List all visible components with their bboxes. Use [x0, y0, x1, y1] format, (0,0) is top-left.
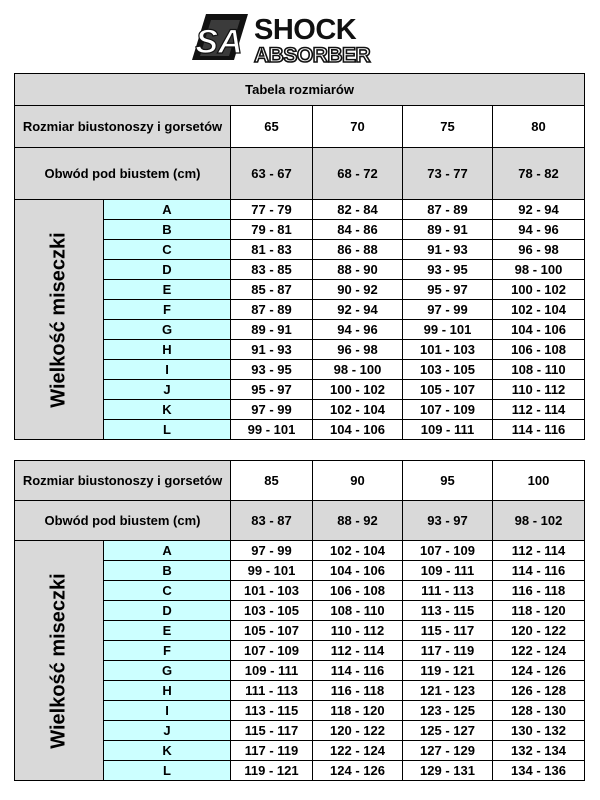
bust-cell: 87 - 89	[403, 200, 493, 220]
bust-cell: 122 - 124	[313, 741, 403, 761]
bust-cell: 94 - 96	[493, 220, 585, 240]
logo-mark-icon	[192, 14, 248, 61]
cup-letter: A	[104, 541, 231, 561]
bust-cell: 107 - 109	[403, 541, 493, 561]
cup-letter: K	[104, 400, 231, 420]
size-row	[15, 106, 585, 148]
bust-cell: 100 - 102	[493, 280, 585, 300]
bust-cell: 87 - 89	[231, 300, 313, 320]
bust-cell: 104 - 106	[313, 420, 403, 440]
bust-cell: 88 - 90	[313, 260, 403, 280]
underbust-cell: 78 - 82	[493, 148, 585, 200]
bust-cell: 106 - 108	[493, 340, 585, 360]
bust-cell: 89 - 91	[231, 320, 313, 340]
bust-cell: 93 - 95	[403, 260, 493, 280]
bust-cell: 115 - 117	[231, 721, 313, 741]
bust-cell: 112 - 114	[313, 641, 403, 661]
underbust-cell: 83 - 87	[231, 501, 313, 541]
bust-cell: 99 - 101	[231, 420, 313, 440]
bust-cell: 113 - 115	[231, 701, 313, 721]
bust-cell: 114 - 116	[493, 420, 585, 440]
size-header-label: Rozmiar biustonoszy i gorsetów	[15, 461, 231, 501]
bust-cell: 120 - 122	[493, 621, 585, 641]
bust-cell: 104 - 106	[313, 561, 403, 581]
bust-cell: 91 - 93	[231, 340, 313, 360]
bust-cell: 101 - 103	[403, 340, 493, 360]
bust-cell: 103 - 105	[231, 601, 313, 621]
cup-letter: I	[104, 701, 231, 721]
bust-cell: 92 - 94	[493, 200, 585, 220]
bust-cell: 109 - 111	[403, 420, 493, 440]
bust-cell: 105 - 107	[403, 380, 493, 400]
cup-size-label: Wielkość miseczki	[15, 200, 104, 440]
bust-cell: 125 - 127	[403, 721, 493, 741]
bust-cell: 83 - 85	[231, 260, 313, 280]
bust-cell: 94 - 96	[313, 320, 403, 340]
bust-cell: 124 - 126	[493, 661, 585, 681]
bust-cell: 99 - 101	[403, 320, 493, 340]
underbust-cell: 88 - 92	[313, 501, 403, 541]
bust-cell: 124 - 126	[313, 761, 403, 781]
bust-cell: 102 - 104	[313, 400, 403, 420]
bust-cell: 100 - 102	[313, 380, 403, 400]
underbust-row	[15, 148, 585, 200]
size-table-2	[14, 460, 585, 781]
bust-cell: 111 - 113	[403, 581, 493, 601]
bust-cell: 115 - 117	[403, 621, 493, 641]
cup-letter: E	[104, 621, 231, 641]
bust-cell: 116 - 118	[493, 581, 585, 601]
bust-cell: 92 - 94	[313, 300, 403, 320]
bust-cell: 89 - 91	[403, 220, 493, 240]
bust-cell: 112 - 114	[493, 541, 585, 561]
bust-cell: 123 - 125	[403, 701, 493, 721]
logo-text-absorber: ABSORBER	[254, 44, 371, 67]
cup-letter: H	[104, 681, 231, 701]
bust-cell: 91 - 93	[403, 240, 493, 260]
bust-cell: 97 - 99	[231, 541, 313, 561]
bust-cell: 98 - 100	[313, 360, 403, 380]
bust-cell: 103 - 105	[403, 360, 493, 380]
underbust-row	[15, 501, 585, 541]
bust-cell: 110 - 112	[313, 621, 403, 641]
size-cell: 80	[493, 106, 585, 148]
bust-cell: 106 - 108	[313, 581, 403, 601]
bust-cell: 126 - 128	[493, 681, 585, 701]
bust-cell: 114 - 116	[493, 561, 585, 581]
cup-letter: F	[104, 300, 231, 320]
bust-cell: 97 - 99	[231, 400, 313, 420]
logo-text-shock: SHOCK	[254, 14, 357, 46]
bust-cell: 121 - 123	[403, 681, 493, 701]
shock-absorber-logo	[0, 0, 600, 72]
underbust-cell: 73 - 77	[403, 148, 493, 200]
bust-cell: 134 - 136	[493, 761, 585, 781]
bust-cell: 109 - 111	[403, 561, 493, 581]
size-cell: 100	[493, 461, 585, 501]
underbust-cell: 68 - 72	[313, 148, 403, 200]
cup-letter: E	[104, 280, 231, 300]
bust-cell: 96 - 98	[493, 240, 585, 260]
bust-cell: 130 - 132	[493, 721, 585, 741]
size-table-1	[14, 73, 585, 440]
bust-cell: 118 - 120	[493, 601, 585, 621]
cup-letter: B	[104, 220, 231, 240]
bust-cell: 113 - 115	[403, 601, 493, 621]
cup-letter: F	[104, 641, 231, 661]
bust-cell: 112 - 114	[493, 400, 585, 420]
cup-letter: D	[104, 260, 231, 280]
bust-cell: 98 - 100	[493, 260, 585, 280]
bust-cell: 79 - 81	[231, 220, 313, 240]
bust-cell: 119 - 121	[231, 761, 313, 781]
bust-cell: 77 - 79	[231, 200, 313, 220]
bust-cell: 82 - 84	[313, 200, 403, 220]
bust-cell: 99 - 101	[231, 561, 313, 581]
size-cell: 65	[231, 106, 313, 148]
size-row	[15, 461, 585, 501]
bust-cell: 111 - 113	[231, 681, 313, 701]
cup-letter: J	[104, 721, 231, 741]
cup-letter: D	[104, 601, 231, 621]
cup-letter: B	[104, 561, 231, 581]
cup-letter: C	[104, 240, 231, 260]
bust-cell: 119 - 121	[403, 661, 493, 681]
bust-cell: 104 - 106	[493, 320, 585, 340]
page-title: Tabela rozmiarów	[15, 74, 585, 106]
bust-cell: 86 - 88	[313, 240, 403, 260]
size-cell: 95	[403, 461, 493, 501]
bust-cell: 108 - 110	[313, 601, 403, 621]
cup-letter: I	[104, 360, 231, 380]
bust-cell: 85 - 87	[231, 280, 313, 300]
underbust-cell: 93 - 97	[403, 501, 493, 541]
cup-letter: L	[104, 420, 231, 440]
cup-letter: J	[104, 380, 231, 400]
bust-cell: 114 - 116	[313, 661, 403, 681]
underbust-label: Obwód pod biustem (cm)	[15, 148, 231, 200]
bust-cell: 97 - 99	[403, 300, 493, 320]
bust-cell: 95 - 97	[403, 280, 493, 300]
cup-letter: C	[104, 581, 231, 601]
bust-cell: 96 - 98	[313, 340, 403, 360]
cup-letter: G	[104, 661, 231, 681]
cup-size-label: Wielkość miseczki	[15, 541, 104, 781]
bust-cell: 127 - 129	[403, 741, 493, 761]
bust-cell: 95 - 97	[231, 380, 313, 400]
bust-cell: 105 - 107	[231, 621, 313, 641]
cup-letter: A	[104, 200, 231, 220]
underbust-label: Obwód pod biustem (cm)	[15, 501, 231, 541]
bust-cell: 108 - 110	[493, 360, 585, 380]
bust-cell: 84 - 86	[313, 220, 403, 240]
bust-cell: 90 - 92	[313, 280, 403, 300]
size-cell: 90	[313, 461, 403, 501]
size-header-label: Rozmiar biustonoszy i gorsetów	[15, 106, 231, 148]
bust-cell: 122 - 124	[493, 641, 585, 661]
bust-cell: 116 - 118	[313, 681, 403, 701]
bust-cell: 117 - 119	[231, 741, 313, 761]
bust-cell: 120 - 122	[313, 721, 403, 741]
bust-cell: 132 - 134	[493, 741, 585, 761]
bust-cell: 81 - 83	[231, 240, 313, 260]
size-cell: 70	[313, 106, 403, 148]
bust-cell: 102 - 104	[313, 541, 403, 561]
bust-cell: 110 - 112	[493, 380, 585, 400]
cup-row	[15, 541, 585, 561]
bust-cell: 101 - 103	[231, 581, 313, 601]
bust-cell: 109 - 111	[231, 661, 313, 681]
size-cell: 85	[231, 461, 313, 501]
bust-cell: 107 - 109	[231, 641, 313, 661]
underbust-cell: 63 - 67	[231, 148, 313, 200]
cup-letter: L	[104, 761, 231, 781]
cup-row	[15, 200, 585, 220]
bust-cell: 93 - 95	[231, 360, 313, 380]
size-cell: 75	[403, 106, 493, 148]
bust-cell: 129 - 131	[403, 761, 493, 781]
cup-letter: K	[104, 741, 231, 761]
underbust-cell: 98 - 102	[493, 501, 585, 541]
bust-cell: 102 - 104	[493, 300, 585, 320]
cup-letter: H	[104, 340, 231, 360]
bust-cell: 118 - 120	[313, 701, 403, 721]
bust-cell: 117 - 119	[403, 641, 493, 661]
svg-text:SA: SA	[195, 23, 243, 61]
cup-letter: G	[104, 320, 231, 340]
bust-cell: 107 - 109	[403, 400, 493, 420]
bust-cell: 128 - 130	[493, 701, 585, 721]
